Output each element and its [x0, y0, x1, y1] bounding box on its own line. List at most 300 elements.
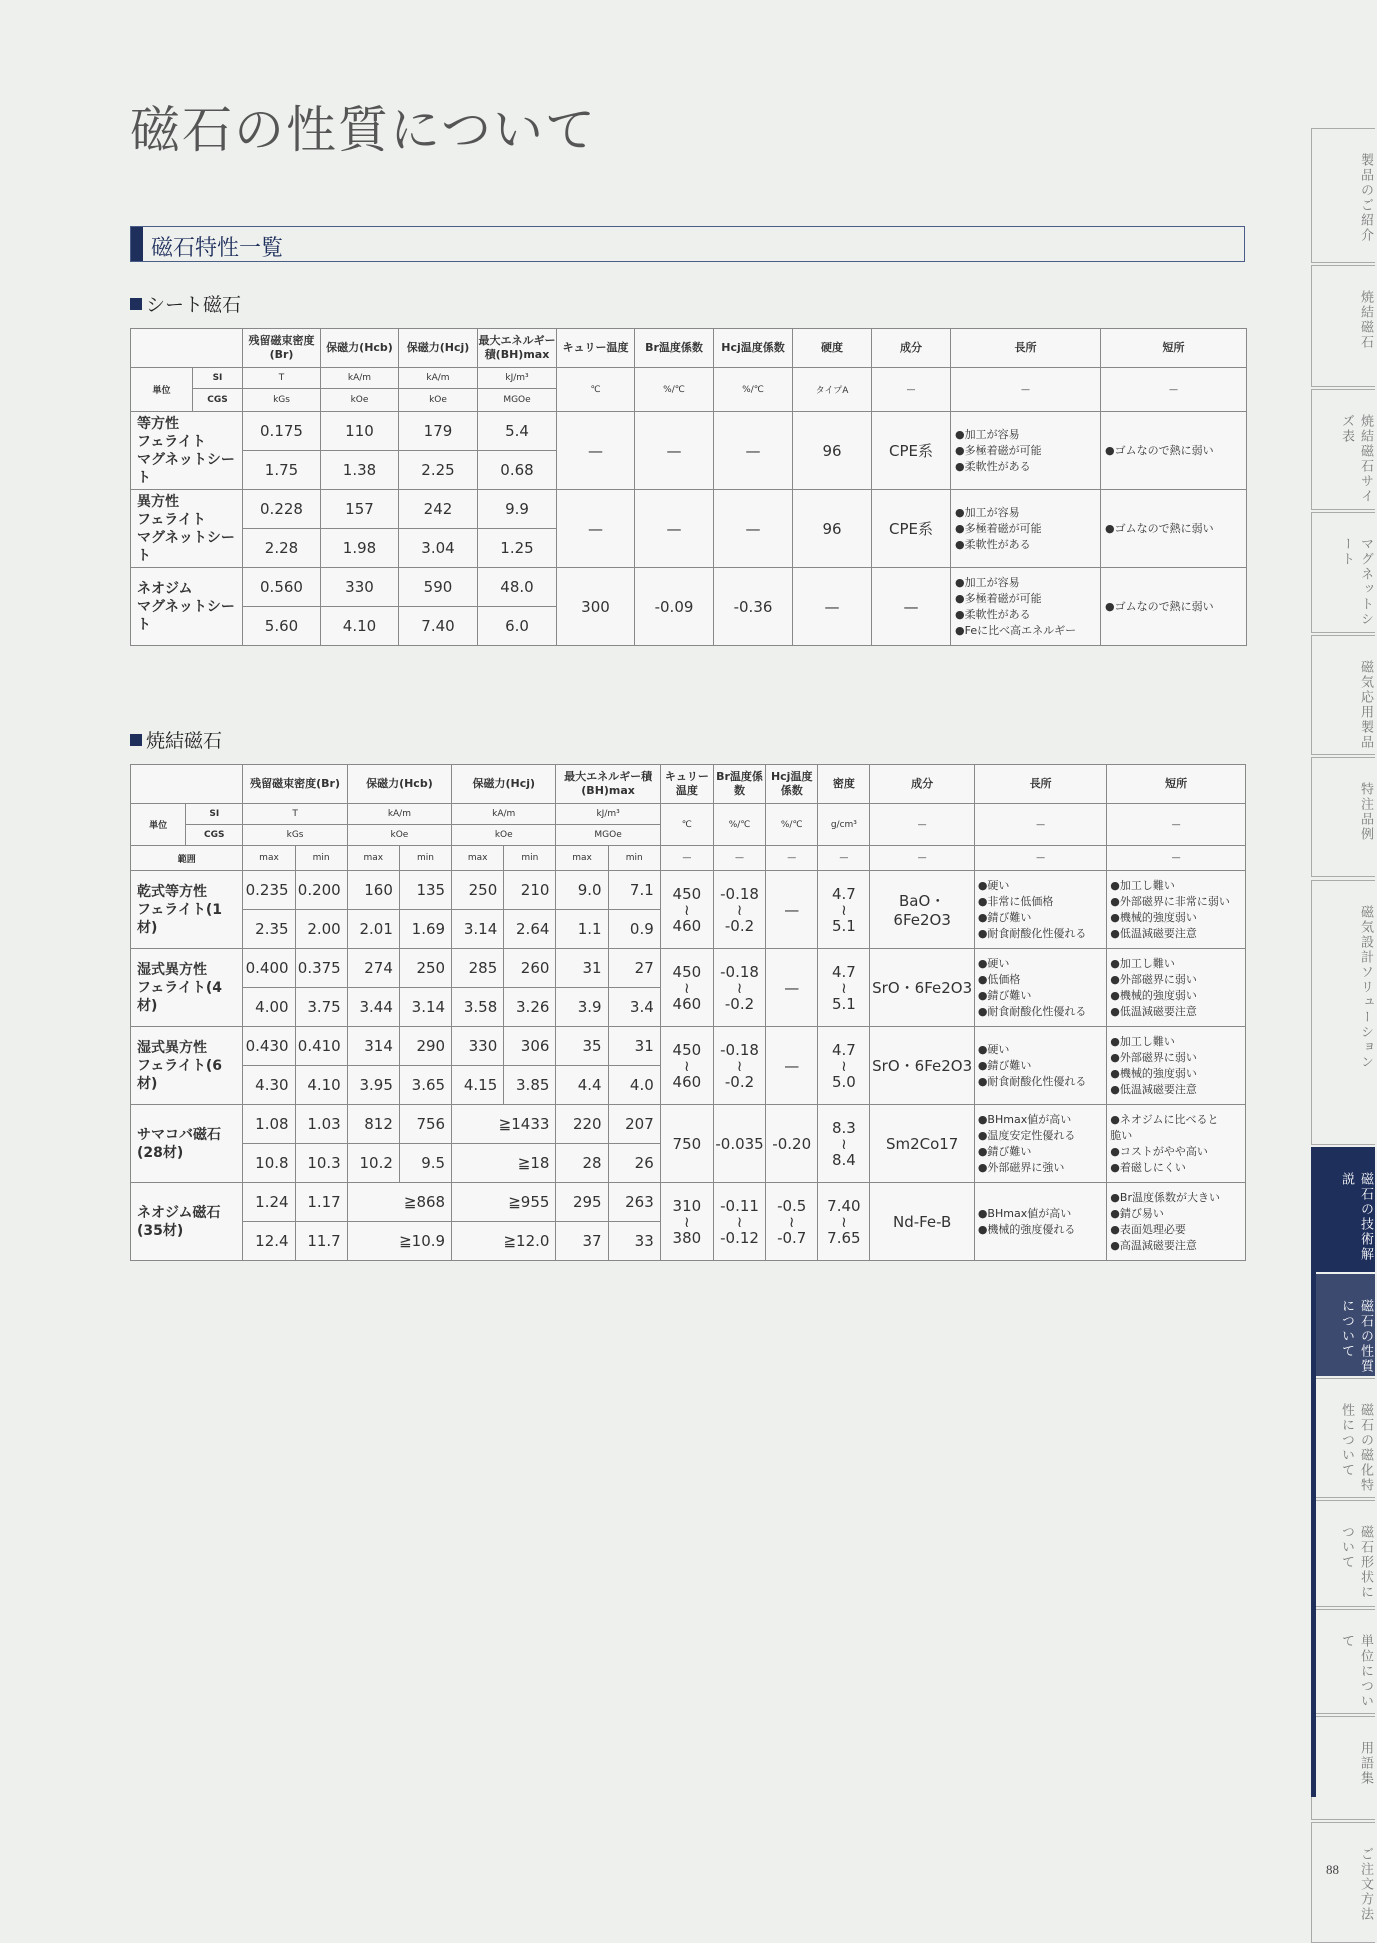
value-cell: 3.65 [399, 1066, 451, 1105]
text-line: ●機械的強度弱い [1110, 910, 1197, 924]
value-cell: ≧18 [452, 1144, 556, 1183]
si-value: 110 [321, 412, 399, 451]
unit-label: 単位 [131, 804, 186, 846]
cgs-value: 1.75 [243, 451, 321, 490]
cgs-value: 1.38 [321, 451, 399, 490]
sidebar-tab-label: 磁気応用製品 [1358, 660, 1373, 750]
value-cell: 0.410 [295, 1027, 347, 1066]
column-header: 最大エネルギー積(BH)max [478, 329, 557, 368]
si-unit: T [243, 368, 321, 389]
sidebar-tab[interactable] [1311, 635, 1375, 755]
column-header: 保磁力(Hcj) [399, 329, 478, 368]
min-label: min [608, 846, 660, 871]
pros [974, 1105, 1106, 1183]
text-line: サマコバ磁石 [137, 1126, 221, 1143]
hcj-coef: — [766, 871, 818, 949]
cons [1101, 412, 1247, 490]
hcj-coef: — [766, 949, 818, 1027]
value-cell: 314 [347, 1027, 399, 1066]
text-line: ●外部磁界に弱い [1110, 972, 1197, 986]
curie-temp: — [557, 412, 635, 490]
text-line: ●多極着磁が可能 [955, 591, 1042, 605]
composition: — [872, 568, 951, 646]
table-row [131, 949, 1246, 988]
value-cell: 37 [556, 1222, 608, 1261]
text-line: ●ゴムなので熱に弱い [1105, 443, 1214, 457]
column-header: 残留磁束密度(Br) [243, 765, 347, 804]
hardness: — [793, 568, 872, 646]
text-line: ●機械的強度弱い [1110, 1066, 1197, 1080]
composition: Nd-Fe-B [870, 1183, 974, 1261]
range-to: 5.1 [831, 994, 856, 1013]
material-name [131, 412, 243, 490]
composition: BaO・6Fe2O3 [870, 871, 974, 949]
value-cell: 3.85 [504, 1066, 556, 1105]
material-name [131, 1105, 243, 1183]
text-line: ●錆び易い [1110, 1206, 1164, 1220]
br-coef: — [635, 490, 714, 568]
sidebar-tab-label: 磁石形状について [1339, 1525, 1373, 1600]
range-from: -0.18 [720, 1040, 759, 1059]
range-to: -0.2 [724, 916, 755, 935]
br-coef: — [635, 412, 714, 490]
value-cell: ≧12.0 [452, 1222, 556, 1261]
dash: — [974, 846, 1106, 871]
column-header: 成分 [870, 765, 974, 804]
text-line: ●耐食耐酸化性優れる [977, 1074, 1087, 1088]
cgs-unit: kOe [321, 389, 399, 412]
cgs-value: 1.25 [478, 529, 557, 568]
range-tilde: ≀ [841, 1134, 847, 1153]
unit: — [1107, 804, 1246, 846]
si-value: 157 [321, 490, 399, 529]
text-line: (28材) [137, 1144, 184, 1161]
range-tilde: ≀ [736, 900, 743, 919]
pros [974, 871, 1106, 949]
si-unit: kA/m [347, 804, 451, 825]
text-line: ●加工し難い [1110, 956, 1175, 970]
value-cell: 210 [504, 871, 556, 910]
value-cell: 306 [504, 1027, 556, 1066]
value-cell: 2.01 [347, 910, 399, 949]
value-cell: 0.9 [608, 910, 660, 949]
value-cell: 10.2 [347, 1144, 399, 1183]
composition: SrO・6Fe2O3 [870, 949, 974, 1027]
cons [1107, 1183, 1246, 1261]
corner-cell [131, 765, 243, 804]
br-coef [713, 949, 765, 1027]
page-title: 磁石の性質について [130, 101, 597, 159]
cons [1107, 1105, 1246, 1183]
value-cell: 0.235 [243, 871, 295, 910]
pros [974, 949, 1106, 1027]
max-label: max [243, 846, 295, 871]
text-line: ●加工が容易 [955, 505, 1020, 519]
material-name [131, 490, 243, 568]
cons [1101, 568, 1247, 646]
range-from: 450 [672, 884, 702, 903]
table-row [131, 1105, 1246, 1144]
range-tilde: ≀ [841, 978, 847, 997]
table-row [131, 1183, 1246, 1222]
composition: Sm2Co17 [870, 1105, 974, 1183]
sidebar-tab[interactable] [1311, 880, 1375, 1145]
range-tilde: ≀ [684, 1212, 690, 1231]
unit-row-si [131, 368, 1247, 389]
unit: ℃ [660, 804, 713, 846]
value-cell: 263 [608, 1183, 660, 1222]
sidebar-tab[interactable] [1311, 1822, 1375, 1943]
range-tilde: ≀ [684, 1056, 690, 1075]
value-cell: 4.30 [243, 1066, 295, 1105]
sidebar-tab[interactable] [1311, 1378, 1375, 1498]
sidebar-tab-label: 単位について [1339, 1634, 1373, 1709]
value-cell: 1.1 [556, 910, 608, 949]
text-line: フェライト [137, 433, 206, 450]
range-tilde: ≀ [684, 978, 690, 997]
cons [1101, 490, 1247, 568]
value-cell: 290 [399, 1027, 451, 1066]
hardness: 96 [793, 412, 872, 490]
unit: %/℃ [713, 804, 765, 846]
value-cell: 31 [608, 1027, 660, 1066]
header-row [131, 765, 1246, 804]
text-line: ●錆び難い [977, 988, 1032, 1002]
value-cell: 207 [608, 1105, 660, 1144]
text-line: ●機械的強度優れる [977, 1222, 1076, 1236]
value-cell: 274 [347, 949, 399, 988]
sidebar-tab[interactable] [1311, 389, 1375, 510]
value-cell: 135 [399, 871, 451, 910]
value-cell: 160 [347, 871, 399, 910]
hcj-coef: — [714, 412, 793, 490]
value-cell: 2.35 [243, 910, 295, 949]
cgs-unit: kGs [243, 389, 321, 412]
text-line: ●柔軟性がある [955, 607, 1031, 621]
value-cell: 3.58 [452, 988, 504, 1027]
br-coef: -0.09 [635, 568, 714, 646]
dash: — [870, 846, 974, 871]
value-cell: 2.00 [295, 910, 347, 949]
text-line: マグネットシート [137, 529, 235, 564]
value-cell: 9.0 [556, 871, 608, 910]
value-cell: 10.8 [243, 1144, 295, 1183]
pros [974, 1183, 1106, 1261]
range-from: 310 [672, 1196, 702, 1215]
column-header: 保磁力(Hcj) [452, 765, 556, 804]
si-value: 330 [321, 568, 399, 607]
text-line: ●硬い [977, 878, 1010, 892]
text-line: ●温度安定性優れる [977, 1128, 1076, 1142]
unit: — [951, 368, 1101, 412]
column-header: Br温度係数 [635, 329, 714, 368]
composition: CPE系 [872, 412, 951, 490]
range-to: 5.1 [831, 916, 856, 935]
pros [951, 490, 1101, 568]
page-number: 88 [1326, 1862, 1339, 1877]
unit: — [872, 368, 951, 412]
si-value: 0.175 [243, 412, 321, 451]
table-row [131, 1027, 1246, 1066]
section-title: 磁石特性一覧 [151, 236, 284, 261]
column-header: 成分 [872, 329, 951, 368]
text-line: ●低温減磁要注意 [1110, 926, 1197, 940]
unit: タイプA [793, 368, 872, 412]
cgs-label: CGS [193, 389, 243, 412]
si-unit: kJ/m³ [556, 804, 660, 825]
text-line: ●硬い [977, 1042, 1010, 1056]
column-header: キュリー温度 [660, 765, 713, 804]
text-line: 湿式異方性 [137, 961, 207, 978]
range-to: 8.4 [831, 1150, 856, 1169]
curie-temp: 750 [660, 1105, 713, 1183]
text-line: ●着磁しにくい [1110, 1160, 1186, 1174]
range-from: 4.7 [831, 884, 856, 903]
value-cell: 3.14 [452, 910, 504, 949]
hcj-coef: — [766, 1027, 818, 1105]
header-row [131, 329, 1247, 368]
si-value: 9.9 [478, 490, 557, 529]
si-unit: T [243, 804, 347, 825]
value-cell: 3.44 [347, 988, 399, 1027]
br-coef [713, 871, 765, 949]
text-line: ●ネオジムに比べると [1110, 1112, 1219, 1126]
sidebar-tab-label: 磁石の磁化特性について [1339, 1403, 1373, 1493]
text-line: ●低価格 [977, 972, 1021, 986]
value-cell: 1.17 [295, 1183, 347, 1222]
material-name [131, 949, 243, 1027]
range-from: 450 [672, 962, 702, 981]
sidebar-tab-label: 用語集 [1358, 1741, 1373, 1786]
density [818, 1183, 870, 1261]
range-label: 範囲 [131, 846, 243, 871]
si-unit: kA/m [452, 804, 556, 825]
text-line: フェライト(1材) [137, 901, 223, 936]
column-header: 保磁力(Hcb) [347, 765, 451, 804]
value-cell: 1.24 [243, 1183, 295, 1222]
value-cell: ≧10.9 [347, 1222, 451, 1261]
range-from: -0.18 [720, 884, 759, 903]
value-cell: 295 [556, 1183, 608, 1222]
cgs-unit: kOe [347, 825, 451, 846]
sidebar-tab[interactable] [1311, 757, 1375, 877]
value-cell: 1.08 [243, 1105, 295, 1144]
cgs-unit: kGs [243, 825, 347, 846]
composition: SrO・6Fe2O3 [870, 1027, 974, 1105]
value-cell: 28 [556, 1144, 608, 1183]
sidebar-tab-label: 特注品例 [1358, 782, 1373, 842]
sidebar-tab-label: 製品のご紹介 [1358, 153, 1373, 243]
range-row [131, 846, 1246, 871]
unit-row-si [131, 804, 1246, 825]
value-cell: 4.0 [608, 1066, 660, 1105]
text-line: ●ゴムなので熱に弱い [1105, 599, 1214, 613]
range-from: 7.40 [827, 1196, 861, 1215]
cons [1107, 871, 1246, 949]
value-cell: 812 [347, 1105, 399, 1144]
cgs-value: 7.40 [399, 607, 478, 646]
cgs-unit: kOe [452, 825, 556, 846]
value-cell: 4.15 [452, 1066, 504, 1105]
value-cell: 10.3 [295, 1144, 347, 1183]
value-cell: 0.430 [243, 1027, 295, 1066]
cgs-value: 1.98 [321, 529, 399, 568]
text-line: ●耐食耐酸化性優れる [977, 1004, 1087, 1018]
unit: — [870, 804, 974, 846]
sintered-magnet-table [130, 764, 1246, 1261]
text-line: ●Feに比べ高エネルギー [955, 623, 1077, 637]
sidebar-tab-label: ご注文方法 [1358, 1847, 1373, 1922]
sidebar-tab[interactable] [1311, 1716, 1375, 1820]
range-tilde: ≀ [736, 978, 743, 997]
range-from: -0.18 [720, 962, 759, 981]
dash: — [818, 846, 870, 871]
cgs-label: CGS [186, 825, 243, 846]
unit: g/cm³ [818, 804, 870, 846]
range-to: 380 [672, 1228, 702, 1247]
text-line: (35材) [137, 1222, 184, 1239]
table-row [131, 871, 1246, 910]
dash: — [660, 846, 713, 871]
text-line: ●錆び難い [977, 1144, 1032, 1158]
column-header: 短所 [1101, 329, 1247, 368]
value-cell: 9.5 [399, 1144, 451, 1183]
text-line: ●錆び難い [977, 910, 1032, 924]
text-line: ●Br温度係数が大きい [1110, 1190, 1220, 1204]
value-cell: 3.9 [556, 988, 608, 1027]
value-cell: 1.03 [295, 1105, 347, 1144]
si-value: 5.4 [478, 412, 557, 451]
value-cell: 3.26 [504, 988, 556, 1027]
range-from: 8.3 [831, 1118, 856, 1137]
text-line: ●柔軟性がある [955, 537, 1031, 551]
sidebar-tab[interactable] [1311, 1147, 1375, 1272]
min-label: min [399, 846, 451, 871]
pros [974, 1027, 1106, 1105]
text-line: 湿式異方性 [137, 1039, 207, 1056]
text-line: ●BHmax値が高い [977, 1206, 1072, 1220]
value-cell: ≧955 [452, 1183, 556, 1222]
value-cell: ≧1433 [452, 1105, 556, 1144]
unit: — [974, 804, 1106, 846]
text-line: ●加工し難い [1110, 878, 1175, 892]
range-to: -0.7 [777, 1228, 807, 1247]
dash: — [713, 846, 765, 871]
si-unit: kA/m [399, 368, 478, 389]
sidebar-tab[interactable] [1311, 128, 1375, 263]
range-to: 7.65 [827, 1228, 861, 1247]
density [818, 949, 870, 1027]
si-value: 0.560 [243, 568, 321, 607]
text-line: ●外部磁界に非常に弱い [1110, 894, 1230, 908]
range-to: -0.12 [720, 1228, 759, 1247]
table-row [131, 412, 1247, 451]
text-line: 乾式等方性 [137, 883, 207, 900]
text-line: ●外部磁界に強い [977, 1160, 1065, 1174]
composition: CPE系 [872, 490, 951, 568]
value-cell: 26 [608, 1144, 660, 1183]
text-line: マグネットシート [137, 451, 235, 486]
value-cell: 12.4 [243, 1222, 295, 1261]
range-from: 450 [672, 1040, 702, 1059]
column-header: 密度 [818, 765, 870, 804]
text-line: ●多極着磁が可能 [955, 521, 1042, 535]
si-value: 0.228 [243, 490, 321, 529]
column-header: Hcj温度係数 [714, 329, 793, 368]
corner-cell [131, 329, 243, 368]
value-cell: 27 [608, 949, 660, 988]
unit: — [1101, 368, 1247, 412]
text-line: ●加工し難い [1110, 1034, 1175, 1048]
value-cell: 0.200 [295, 871, 347, 910]
sidebar-tab[interactable] [1311, 265, 1375, 387]
text-line: ネオジム磁石 [137, 1204, 221, 1221]
column-header: キュリー温度 [557, 329, 635, 368]
curie-temp: 300 [557, 568, 635, 646]
value-cell: 330 [452, 1027, 504, 1066]
text-line: 等方性 [137, 415, 179, 432]
sidebar-tab[interactable] [1311, 1274, 1375, 1376]
range-from: -0.11 [720, 1196, 759, 1215]
range-from: -0.5 [777, 1196, 807, 1215]
value-cell: 35 [556, 1027, 608, 1066]
density [818, 1027, 870, 1105]
text-line: ●耐食耐酸化性優れる [977, 926, 1087, 940]
range-tilde: ≀ [684, 900, 690, 919]
value-cell: 250 [452, 871, 504, 910]
sidebar-tab-label: 磁石の技術解説 [1339, 1172, 1373, 1262]
sidebar-tab[interactable] [1311, 1500, 1375, 1607]
value-cell: 3.75 [295, 988, 347, 1027]
hardness: 96 [793, 490, 872, 568]
unit: %/℃ [635, 368, 714, 412]
sidebar-tab[interactable] [1311, 1609, 1375, 1714]
density [818, 871, 870, 949]
column-header: 残留磁束密度(Br) [243, 329, 321, 368]
value-cell: 3.14 [399, 988, 451, 1027]
cgs-value: 3.04 [399, 529, 478, 568]
unit: %/℃ [766, 804, 818, 846]
table-row [131, 568, 1247, 607]
sintered-heading: 焼結磁石 [130, 726, 222, 753]
hcj-coef [766, 1183, 818, 1261]
range-to: 460 [672, 916, 702, 935]
si-label: SI [193, 368, 243, 389]
unit-label: 単位 [131, 368, 193, 412]
curie-temp: — [557, 490, 635, 568]
value-cell: 7.1 [608, 871, 660, 910]
range-from: 4.7 [831, 962, 856, 981]
column-header: Hcj温度係数 [766, 765, 818, 804]
value-cell: 2.64 [504, 910, 556, 949]
column-header: Br温度係数 [713, 765, 765, 804]
max-label: max [347, 846, 399, 871]
pros [951, 412, 1101, 490]
value-cell: 31 [556, 949, 608, 988]
cgs-value: 0.68 [478, 451, 557, 490]
value-cell: ≧868 [347, 1183, 451, 1222]
sidebar-tab[interactable] [1311, 512, 1375, 633]
hcj-coef: — [714, 490, 793, 568]
range-tilde: ≀ [841, 900, 847, 919]
text-line: ●加工が容易 [955, 575, 1020, 589]
cgs-value: 5.60 [243, 607, 321, 646]
value-cell: 11.7 [295, 1222, 347, 1261]
value-cell: 1.69 [399, 910, 451, 949]
table-row [131, 490, 1247, 529]
text-line: ●高温減磁要注意 [1110, 1238, 1197, 1252]
unit: ℃ [557, 368, 635, 412]
